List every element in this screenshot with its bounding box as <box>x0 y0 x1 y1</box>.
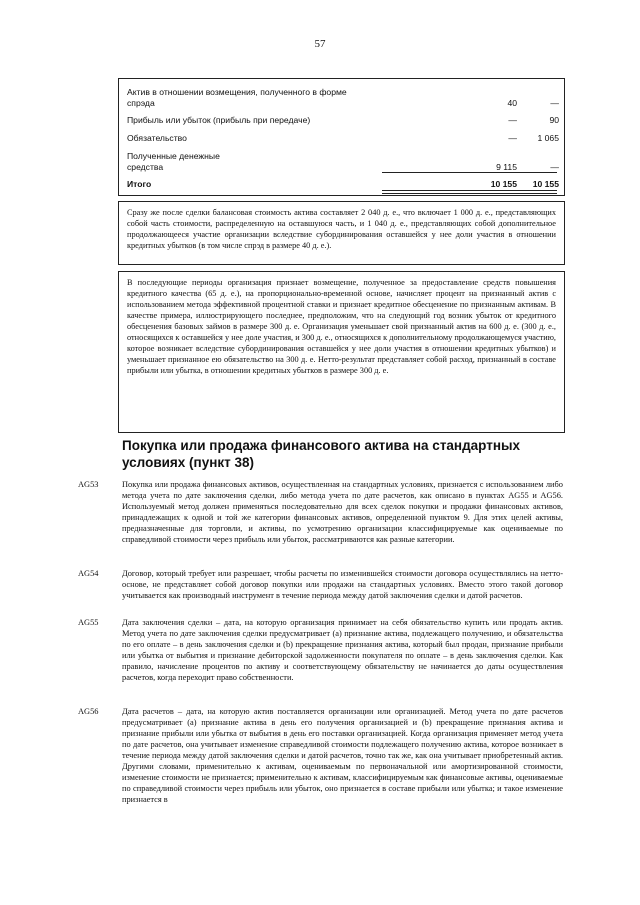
row-label: Актив в отношении возмещения, полученного в форме спрэда <box>127 87 347 108</box>
section-heading: Покупка или продажа финансового актива на стандартных условиях (пункт 38) <box>122 438 521 470</box>
paragraph-number: AG53 <box>78 480 99 489</box>
paragraph-number: AG54 <box>78 569 99 578</box>
credit-value: 1 065 <box>537 133 559 143</box>
total-label: Итого <box>127 179 152 189</box>
debit-value: — <box>508 133 517 143</box>
debit-value: — <box>508 115 517 125</box>
total-debit: 10 155 <box>490 179 517 189</box>
row-label: Полученные денежные средства <box>127 151 220 172</box>
debit-value: 9 115 <box>496 162 517 172</box>
paragraph-text: Покупка или продажа финансовых активов, осуществленная на стандартных условиях, признается с использованием либо метода учета по дате заключения сделки, либо метода учета по дате расчетов, как описано в пунктах AG55 и AG56. Используемый метод должен применяться последовательно для всех сделок покупки и продажи финансовых активов, принадлежащих к одной и той же категории финансовых активов, определенной пунктом 9. Для этих целей активы, предназначенные для торговли, и активы, по усмотрению организации классифицируемые как оцениваемые по справедливой стоимости через прибыль или убыток, рассматриваются как разные категории. <box>122 480 563 544</box>
paragraph-text: Договор, который требует или разрешает, чтобы расчеты по изменившейся стоимости договора осуществлялись на нетто-основе, не представляет собой договор покупки или продажи на стандартных условиях. Вместо этого такой договор учитывается как производный инструмент в течение периода между датой заключения сделки и датой расчетов. <box>122 569 563 600</box>
journal-table <box>118 78 565 196</box>
credit-value: 90 <box>549 115 559 125</box>
row-label: Обязательство <box>127 133 187 143</box>
total-double-rule <box>511 190 557 194</box>
row-label: Прибыль или убыток (прибыль при передаче) <box>127 115 311 125</box>
note-box <box>118 271 565 433</box>
paragraph-number: AG56 <box>78 707 99 716</box>
total-double-rule <box>382 190 519 194</box>
paragraph-number: AG55 <box>78 618 99 627</box>
note-box <box>118 201 565 265</box>
paragraph-text: Дата заключения сделки – дата, на которую организация принимает на себя обязательство купить или продать актив. Метод учета по дате заключения сделки предусматривает (a) признание актива, подлежащего получению, и обязательства по его оплате – в день заключения сделки и (b) прекращение признания актива, который был продан, признание прибыли или убытка от выбытия и признание дебиторской задолженности покупателя по оплате – в день заключения сделки. Как правило, начисление процентов по активу и соответствующему обязательству не начинается до даты осуществления расчетов, когда переходит право собственности. <box>122 618 563 682</box>
subtotal-rule <box>382 172 519 173</box>
subtotal-rule <box>511 172 557 173</box>
page-number: 57 <box>314 38 326 50</box>
credit-value: — <box>550 98 559 108</box>
total-credit: 10 155 <box>532 179 559 189</box>
note-text: Сразу же после сделки балансовая стоимость актива составляет 2 040 д. е., что включает 1 000 д. е., представляющих собой часть стоимости, распределенную на оставшуюся часть, и 1 040 д. е., представляющих собой дополнительное продолжающееся участие организации вследствие субординирования оставшейся у нее доли участия в отношении кредитных убытков (в том числе спрэд в размере 40 д. е.). <box>127 208 556 250</box>
debit-value: 40 <box>507 98 517 108</box>
credit-value: — <box>550 162 559 172</box>
paragraph-text: Дата расчетов – дата, на которую актив поставляется организации или организацией. Метод учета по дате расчетов предусматривает (a) признание актива в день его получения организацией и (b) прекращение признания актива и признание прибыли или убытка от выбытия в день его поставки организацией. Когда организация применяет метод учета по дате расчетов, она учитывает изменение справедливой стоимости подлежащего получению актива, которое возникает в течение периода между датой заключения сделки и датой расчетов, точно так же, как она учитывает приобретенный актив. Другими словами, применительно к активам, оцениваемым по первоначальной или амортизированной стоимости, изменение стоимости не признается; применительно к активам, классифицируемым как финансовые активы, оцениваемые по справедливой стоимости через прибыль или убыток, оно признается в составе прибыли или убытка; и такое изменение признается в <box>122 707 563 804</box>
note-text: В последующие периоды организация признает возмещение, полученное за предоставление средств повышения кредитного качества (65 д. е.), на пропорционально-временной основе, начисляет процент на признанный актив с использованием метода эффективной процентной ставки и признает кредитное обесценение по признанным активам. В качестве примера, иллюстрирующего последнее, предположим, что на следующий год возник убыток от кредитного обесценения базовых займов в размере 300 д. е. Организация уменьшает свой признанный актив на 600 д. е. (300 д. е., относящихся к оставшейся у нее доле участия, и 300 д. е., относящихся к дополнительному продолжающемуся участию, которое возникает вследствие субординирования оставшейся у нее доли участия в отношении кредитных убытков) и уменьшает признанное ею обязательство на 300 д. е. Нетто-результат представляет собой расход, признанный в составе прибыли или убытка, в отношении кредитных убытков в размере 300 д. е. <box>127 278 556 375</box>
